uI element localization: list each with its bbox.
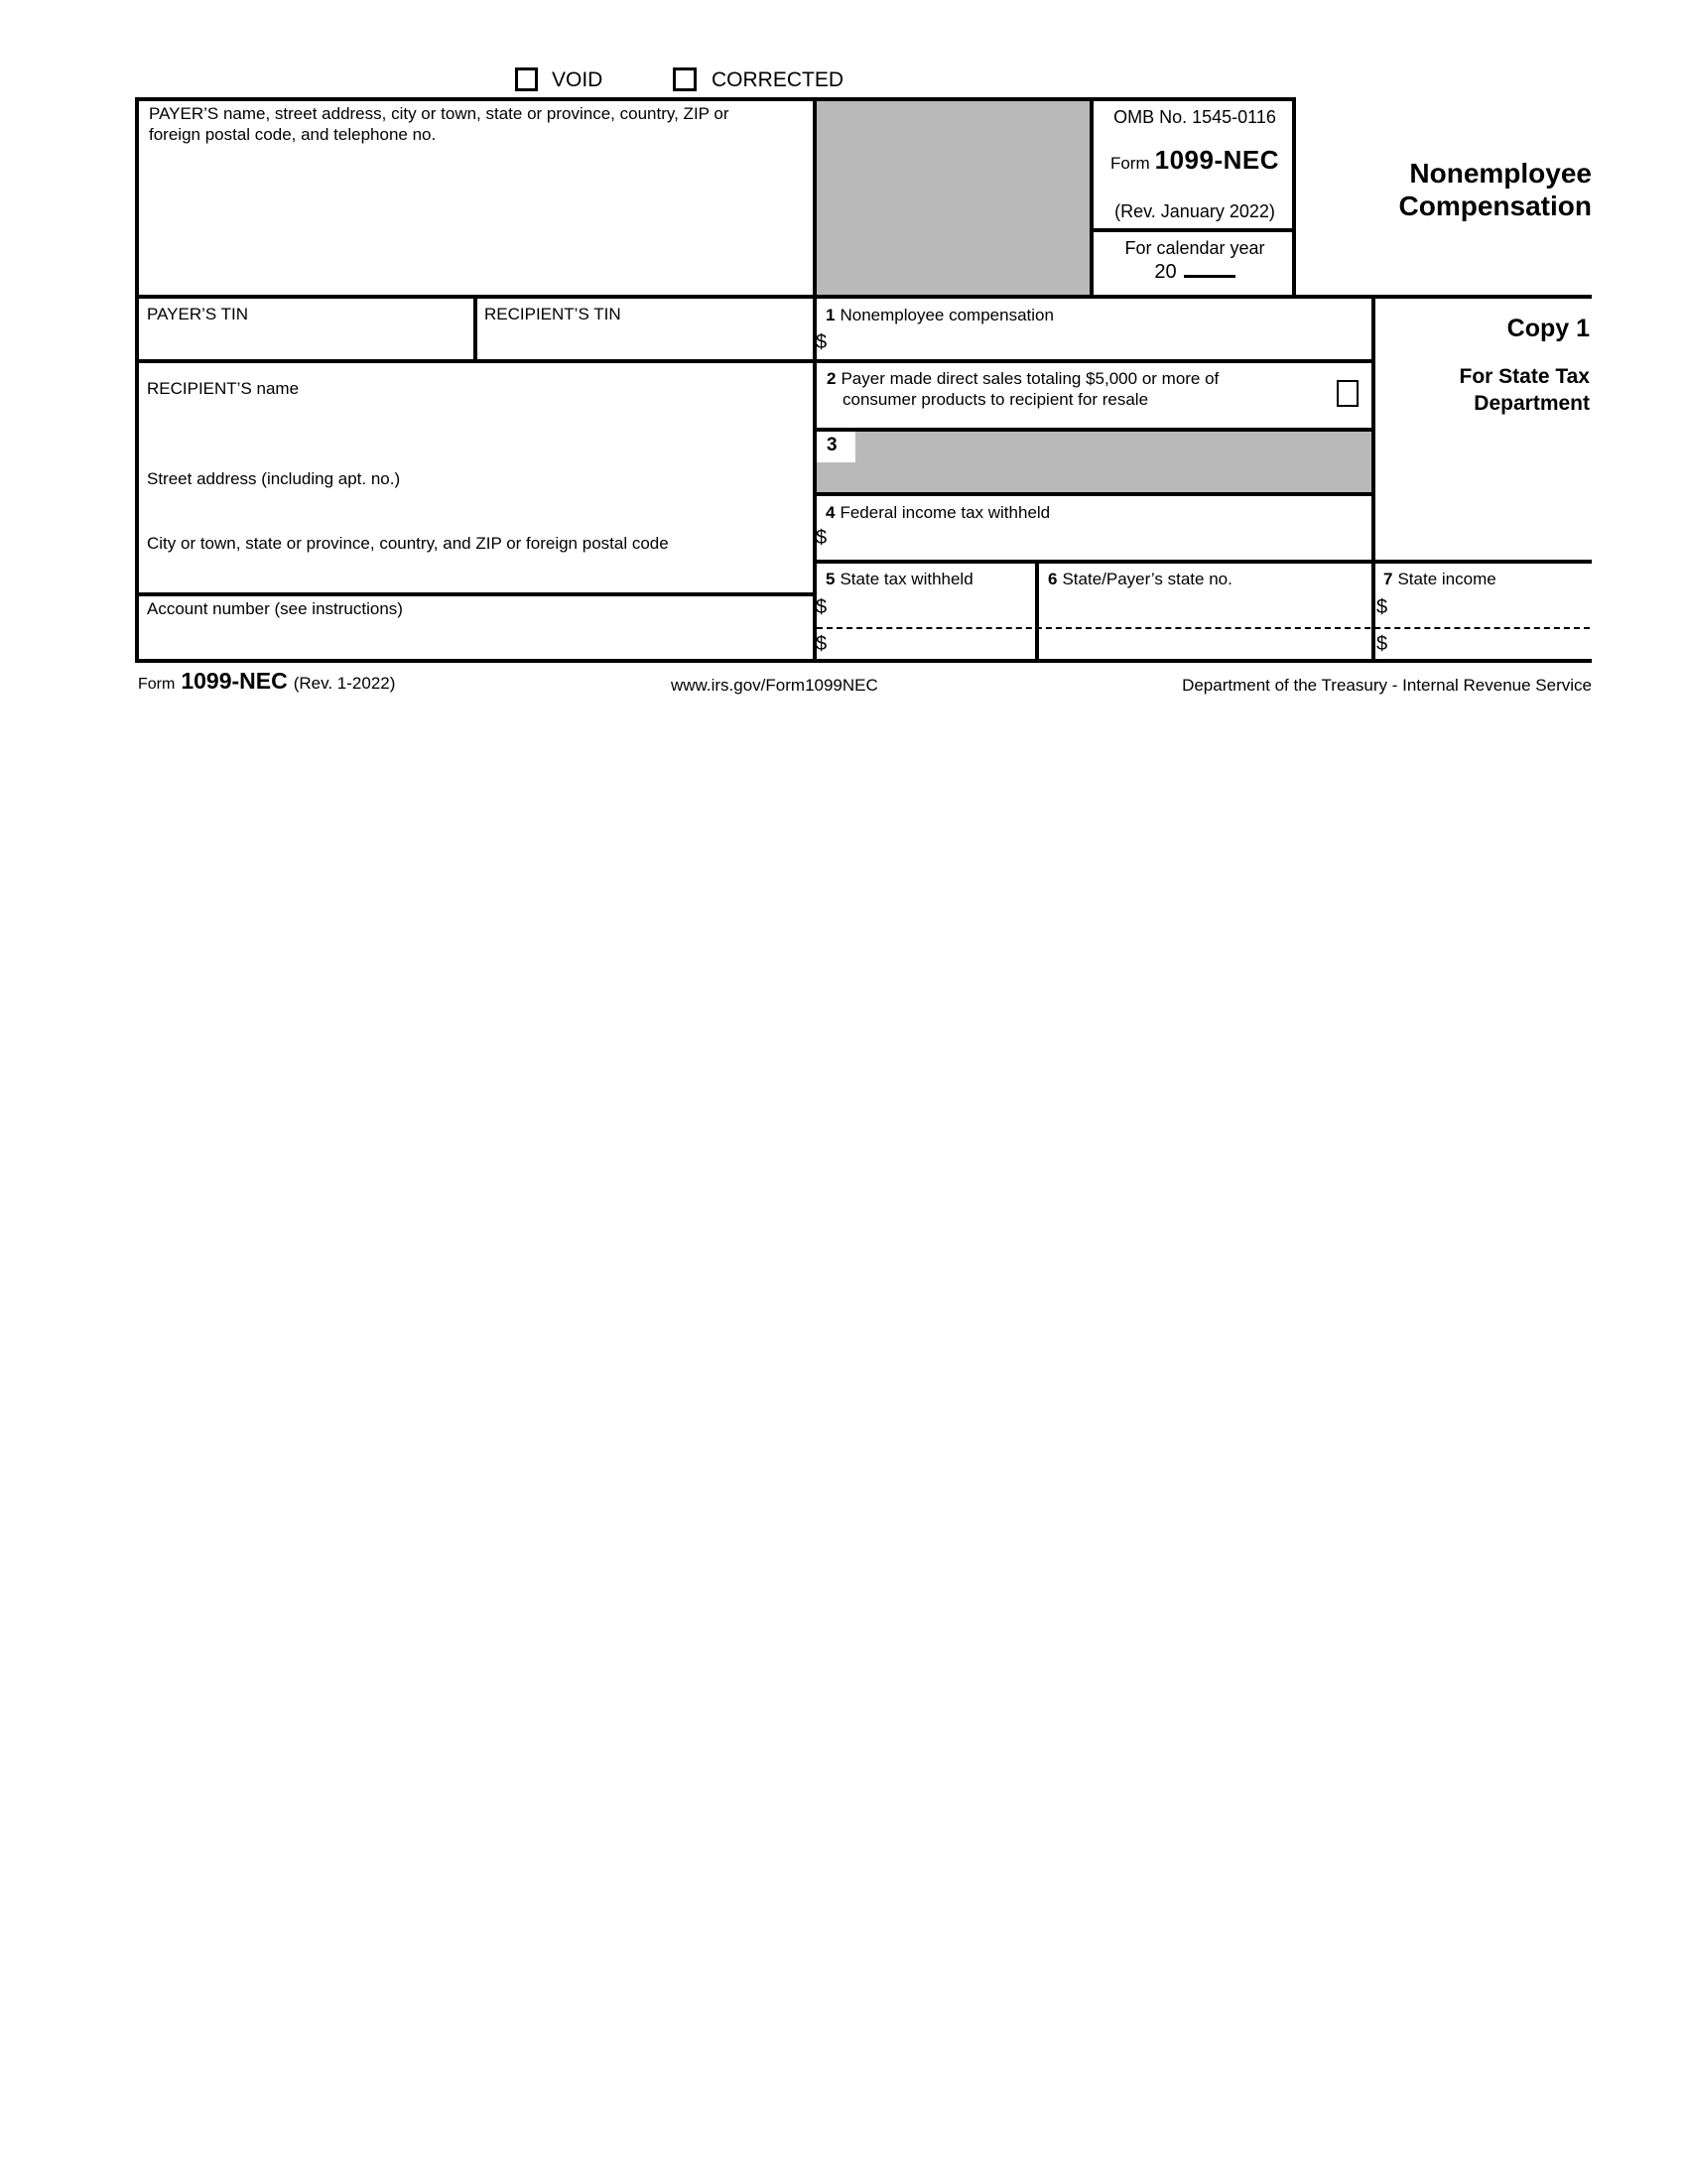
box2-label-line [827, 368, 1293, 410]
calendar-year-entry [1098, 261, 1292, 284]
footer-department: Department of the Treasury - Internal Revenue Service [1182, 676, 1592, 695]
footer-url: www.irs.gov/Form1099NEC [671, 676, 878, 695]
box6-label-line [1048, 569, 1233, 589]
box5-label: State tax withheld [840, 570, 973, 588]
omb-number: OMB No. 1545-0116 [1113, 107, 1276, 127]
box1-dollar-sign: $ [816, 331, 828, 353]
city-label: City or town, state or province, country, and ZIP or foreign postal code [147, 534, 669, 553]
box3-shaded-cell [817, 432, 1371, 492]
void-label: VOID [552, 68, 603, 91]
box4-label-line [826, 502, 1050, 523]
recipient-tin-label: RECIPIENT’S TIN [484, 305, 621, 323]
corrected-label: CORRECTED [712, 68, 844, 91]
form-title: Nonemployee Compensation [1398, 158, 1592, 221]
box7-dollar-sign-2: $ [1376, 633, 1388, 655]
box1-number: 1 [826, 306, 836, 324]
payer-tin-label: PAYER’S TIN [147, 305, 249, 323]
box1-label: Nonemployee compensation [840, 306, 1054, 324]
grid-line-omb-right [1292, 97, 1296, 299]
void-checkbox[interactable] [515, 67, 538, 91]
grid-line-shade-right [1090, 97, 1094, 299]
street-address-label: Street address (including apt. no.) [147, 469, 401, 488]
grid-line-omb-divider [1094, 228, 1296, 232]
corrected-checkbox[interactable] [673, 67, 697, 91]
recipient-name-label: RECIPIENT’S name [147, 379, 300, 398]
box7-label-line [1383, 569, 1496, 589]
box7-dollar-sign-1: $ [1376, 596, 1388, 618]
footer-form-id [138, 668, 395, 695]
calendar-year-label: For calendar year [1124, 238, 1265, 258]
box2-label: Payer made direct sales totaling $5,000 or more of consumer products to recipient for resale [841, 369, 1220, 409]
revision-label: (Rev. January 2022) [1114, 201, 1275, 221]
box3-number: 3 [827, 435, 838, 455]
box6-label: State/Payer’s state no. [1062, 570, 1233, 588]
box6-number: 6 [1048, 570, 1058, 588]
shaded-top-box [817, 101, 1090, 295]
box2-number: 2 [827, 369, 837, 388]
box2-checkbox[interactable] [1337, 380, 1359, 407]
box7-label: State income [1397, 570, 1496, 588]
box7-number: 7 [1383, 570, 1393, 588]
footer-form-word: Form [138, 676, 176, 693]
account-number-label: Account number (see instructions) [147, 599, 403, 618]
box5-dollar-sign-2: $ [816, 633, 828, 655]
copy-for-label: For State Tax Department [1459, 365, 1590, 415]
box5-dollar-sign-1: $ [816, 596, 828, 618]
box4-label: Federal income tax withheld [840, 503, 1051, 522]
calendar-year-blank-field[interactable] [1184, 262, 1235, 278]
footer-revision: (Rev. 1-2022) [293, 674, 396, 693]
copy-label: Copy 1 [1506, 315, 1590, 342]
calendar-year-prefix: 20 [1154, 261, 1177, 283]
form-number-header [1098, 145, 1292, 176]
box5-number: 5 [826, 570, 836, 588]
box1-label-line [826, 305, 1054, 325]
payer-info-label: PAYER’S name, street address, city or town, state or province, country, ZIP or foreign postal code, and telephone no. [149, 104, 729, 144]
form-word: Form [1109, 154, 1150, 173]
form-number: 1099-NEC [1154, 145, 1280, 175]
footer-form-number: 1099-NEC [181, 668, 288, 694]
grid-line-box2-bottom [813, 428, 1375, 432]
box5-label-line [826, 569, 973, 589]
box4-number: 4 [826, 503, 836, 522]
box4-dollar-sign: $ [816, 527, 828, 549]
